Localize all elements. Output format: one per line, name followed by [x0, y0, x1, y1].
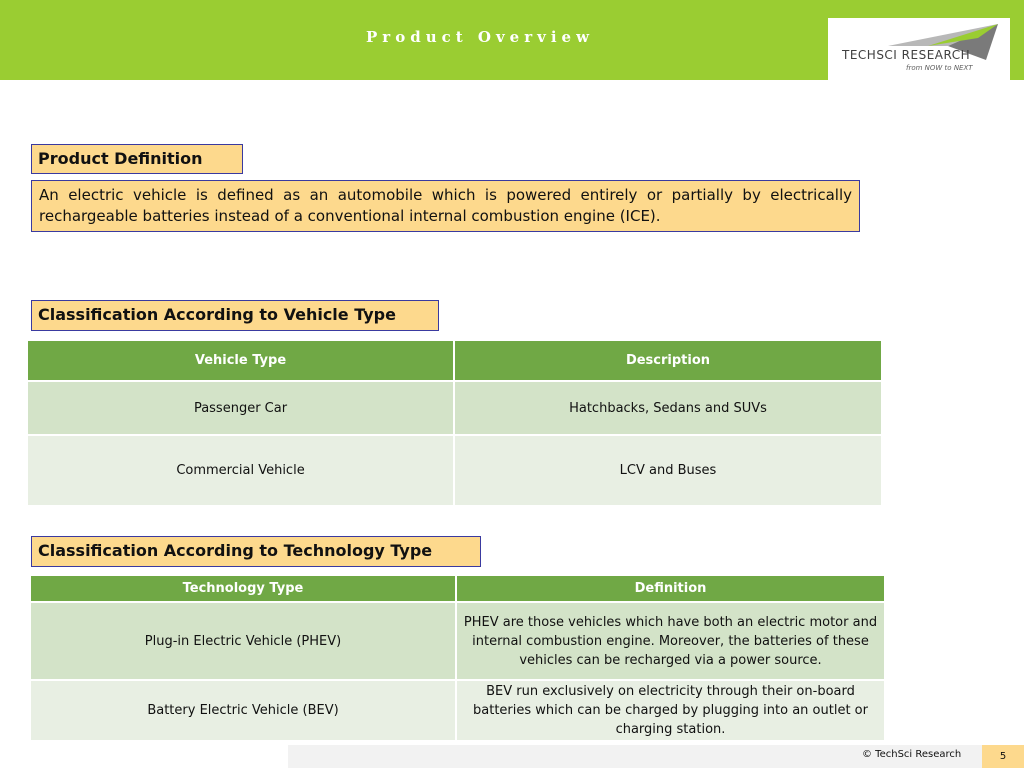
vehicle-type-cell: Passenger Car [28, 381, 454, 435]
technology-type-cell: Battery Electric Vehicle (BEV) [31, 680, 456, 740]
page-number: 5 [982, 745, 1024, 768]
vehicle-type-cell: Commercial Vehicle [28, 435, 454, 505]
column-header: Description [454, 341, 881, 381]
technology-type-label: Classification According to Technology Type [31, 536, 481, 567]
table-row [31, 602, 884, 680]
product-definition-label: Product Definition [31, 144, 243, 174]
techsci-logo [828, 18, 1010, 80]
description-cell: Hatchbacks, Sedans and SUVs [454, 381, 881, 435]
column-header: Technology Type [31, 576, 456, 602]
technology-type-table [31, 576, 884, 740]
definition-cell: PHEV are those vehicles which have both an electric motor and internal combustion engine. Moreover, the batteries of these vehicles can be recharged via a power source. [456, 602, 884, 680]
page-title: Product Overview [366, 28, 594, 46]
table-row [31, 680, 884, 740]
table-row [28, 435, 881, 505]
column-header: Vehicle Type [28, 341, 454, 381]
vehicle-type-label: Classification According to Vehicle Type [31, 300, 439, 331]
column-header: Definition [456, 576, 884, 602]
definition-cell: BEV run exclusively on electricity through their on-board batteries which can be charged by plugging into an outlet or charging station. [456, 680, 884, 740]
table-row [28, 381, 881, 435]
vehicle-type-table [28, 341, 881, 505]
technology-type-cell: Plug-in Electric Vehicle (PHEV) [31, 602, 456, 680]
logo-name: TECHSCI RESEARCH [842, 48, 971, 62]
copyright: © TechSci Research [862, 749, 962, 760]
product-definition-text: An electric vehicle is defined as an automobile which is powered entirely or partially by electrically rechargeable batteries instead of a conventional internal combustion engine (ICE). [31, 180, 860, 232]
description-cell: LCV and Buses [454, 435, 881, 505]
logo-tagline: from NOW to NEXT [906, 64, 973, 72]
